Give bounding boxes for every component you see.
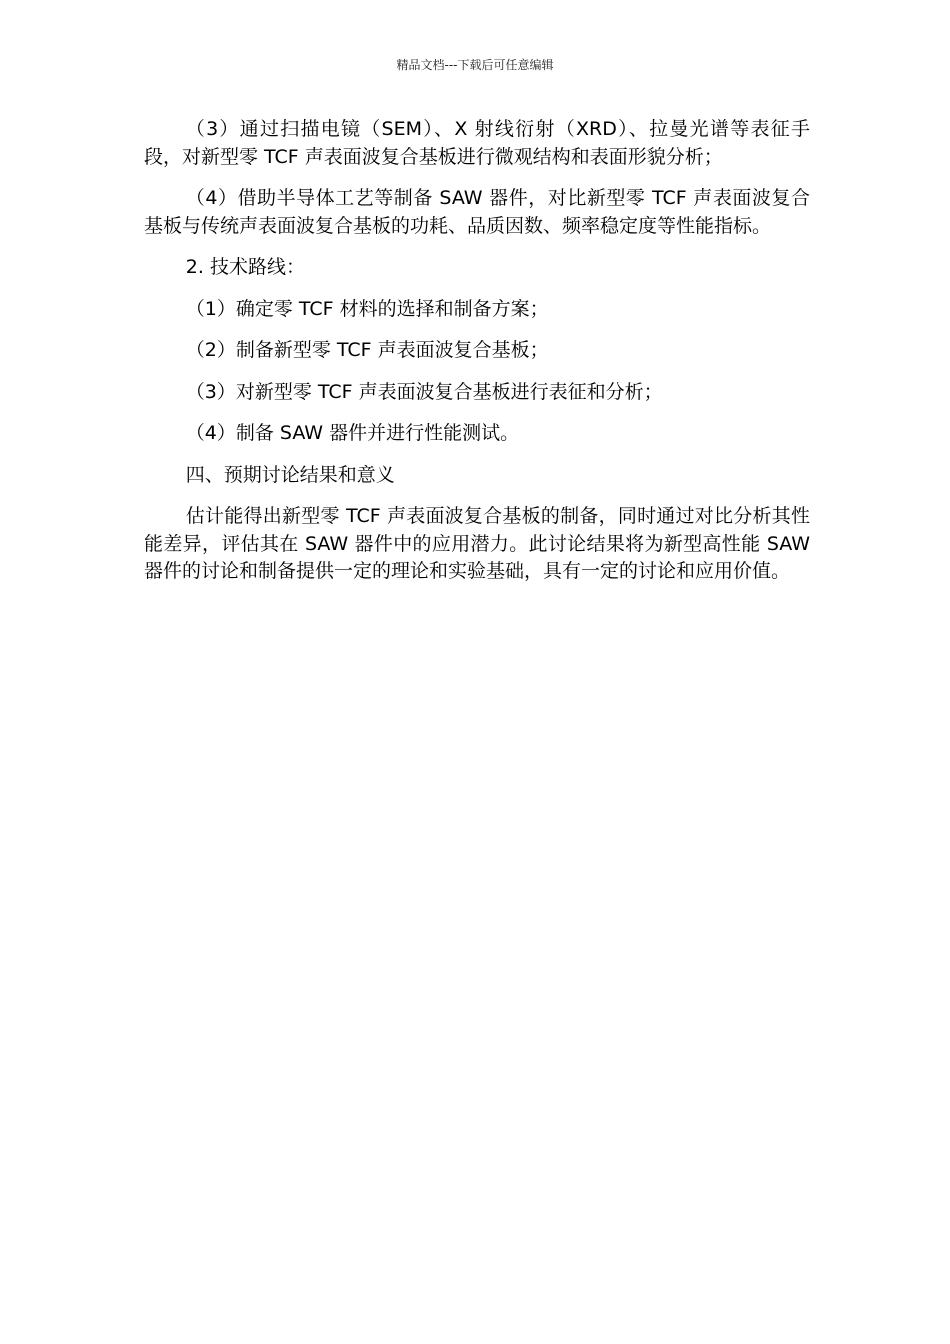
list-item-route-4: （4）制备 SAW 器件并进行性能测试。 [185, 422, 520, 444]
heading-technical-route: 2. 技术路线： [185, 256, 305, 278]
paragraph-expected-results: 估计能得出新型零 TCF 声表面波复合基板的制备，同时通过对比分析其性能差异，评估其在 SAW 器件中的应用潜力。此讨论结果将为新型高性能 SAW 器件的讨论和制备提供一定的理论和实验基础，具有一定的讨论和应用价值。 [144, 505, 810, 582]
list-item-route-1: （1）确定零 TCF 材料的选择和制备方案； [185, 297, 549, 320]
document-body [144, 116, 810, 600]
paragraph-characterization: （3）通过扫描电镜（SEM）、X 射线衍射（XRD）、拉曼光谱等表征手段，对新型零 TCF 声表面波复合基板进行微观结构和表面形貌分析； [144, 118, 810, 168]
paragraph-device-comparison: （4）借助半导体工艺等制备 SAW 器件，对比新型零 TCF 声表面波复合基板与传统声表面波复合基板的功耗、品质因数、频率稳定度等性能指标。 [144, 187, 810, 237]
page-header: 精品文档---下载后可任意编辑 [396, 58, 554, 72]
section-heading-expected-results: 四、预期讨论结果和意义 [185, 463, 395, 486]
list-item-route-2: （2）制备新型零 TCF 声表面波复合基板； [185, 339, 549, 361]
list-item-route-3: （3）对新型零 TCF 声表面波复合基板进行表征和分析； [185, 380, 663, 403]
